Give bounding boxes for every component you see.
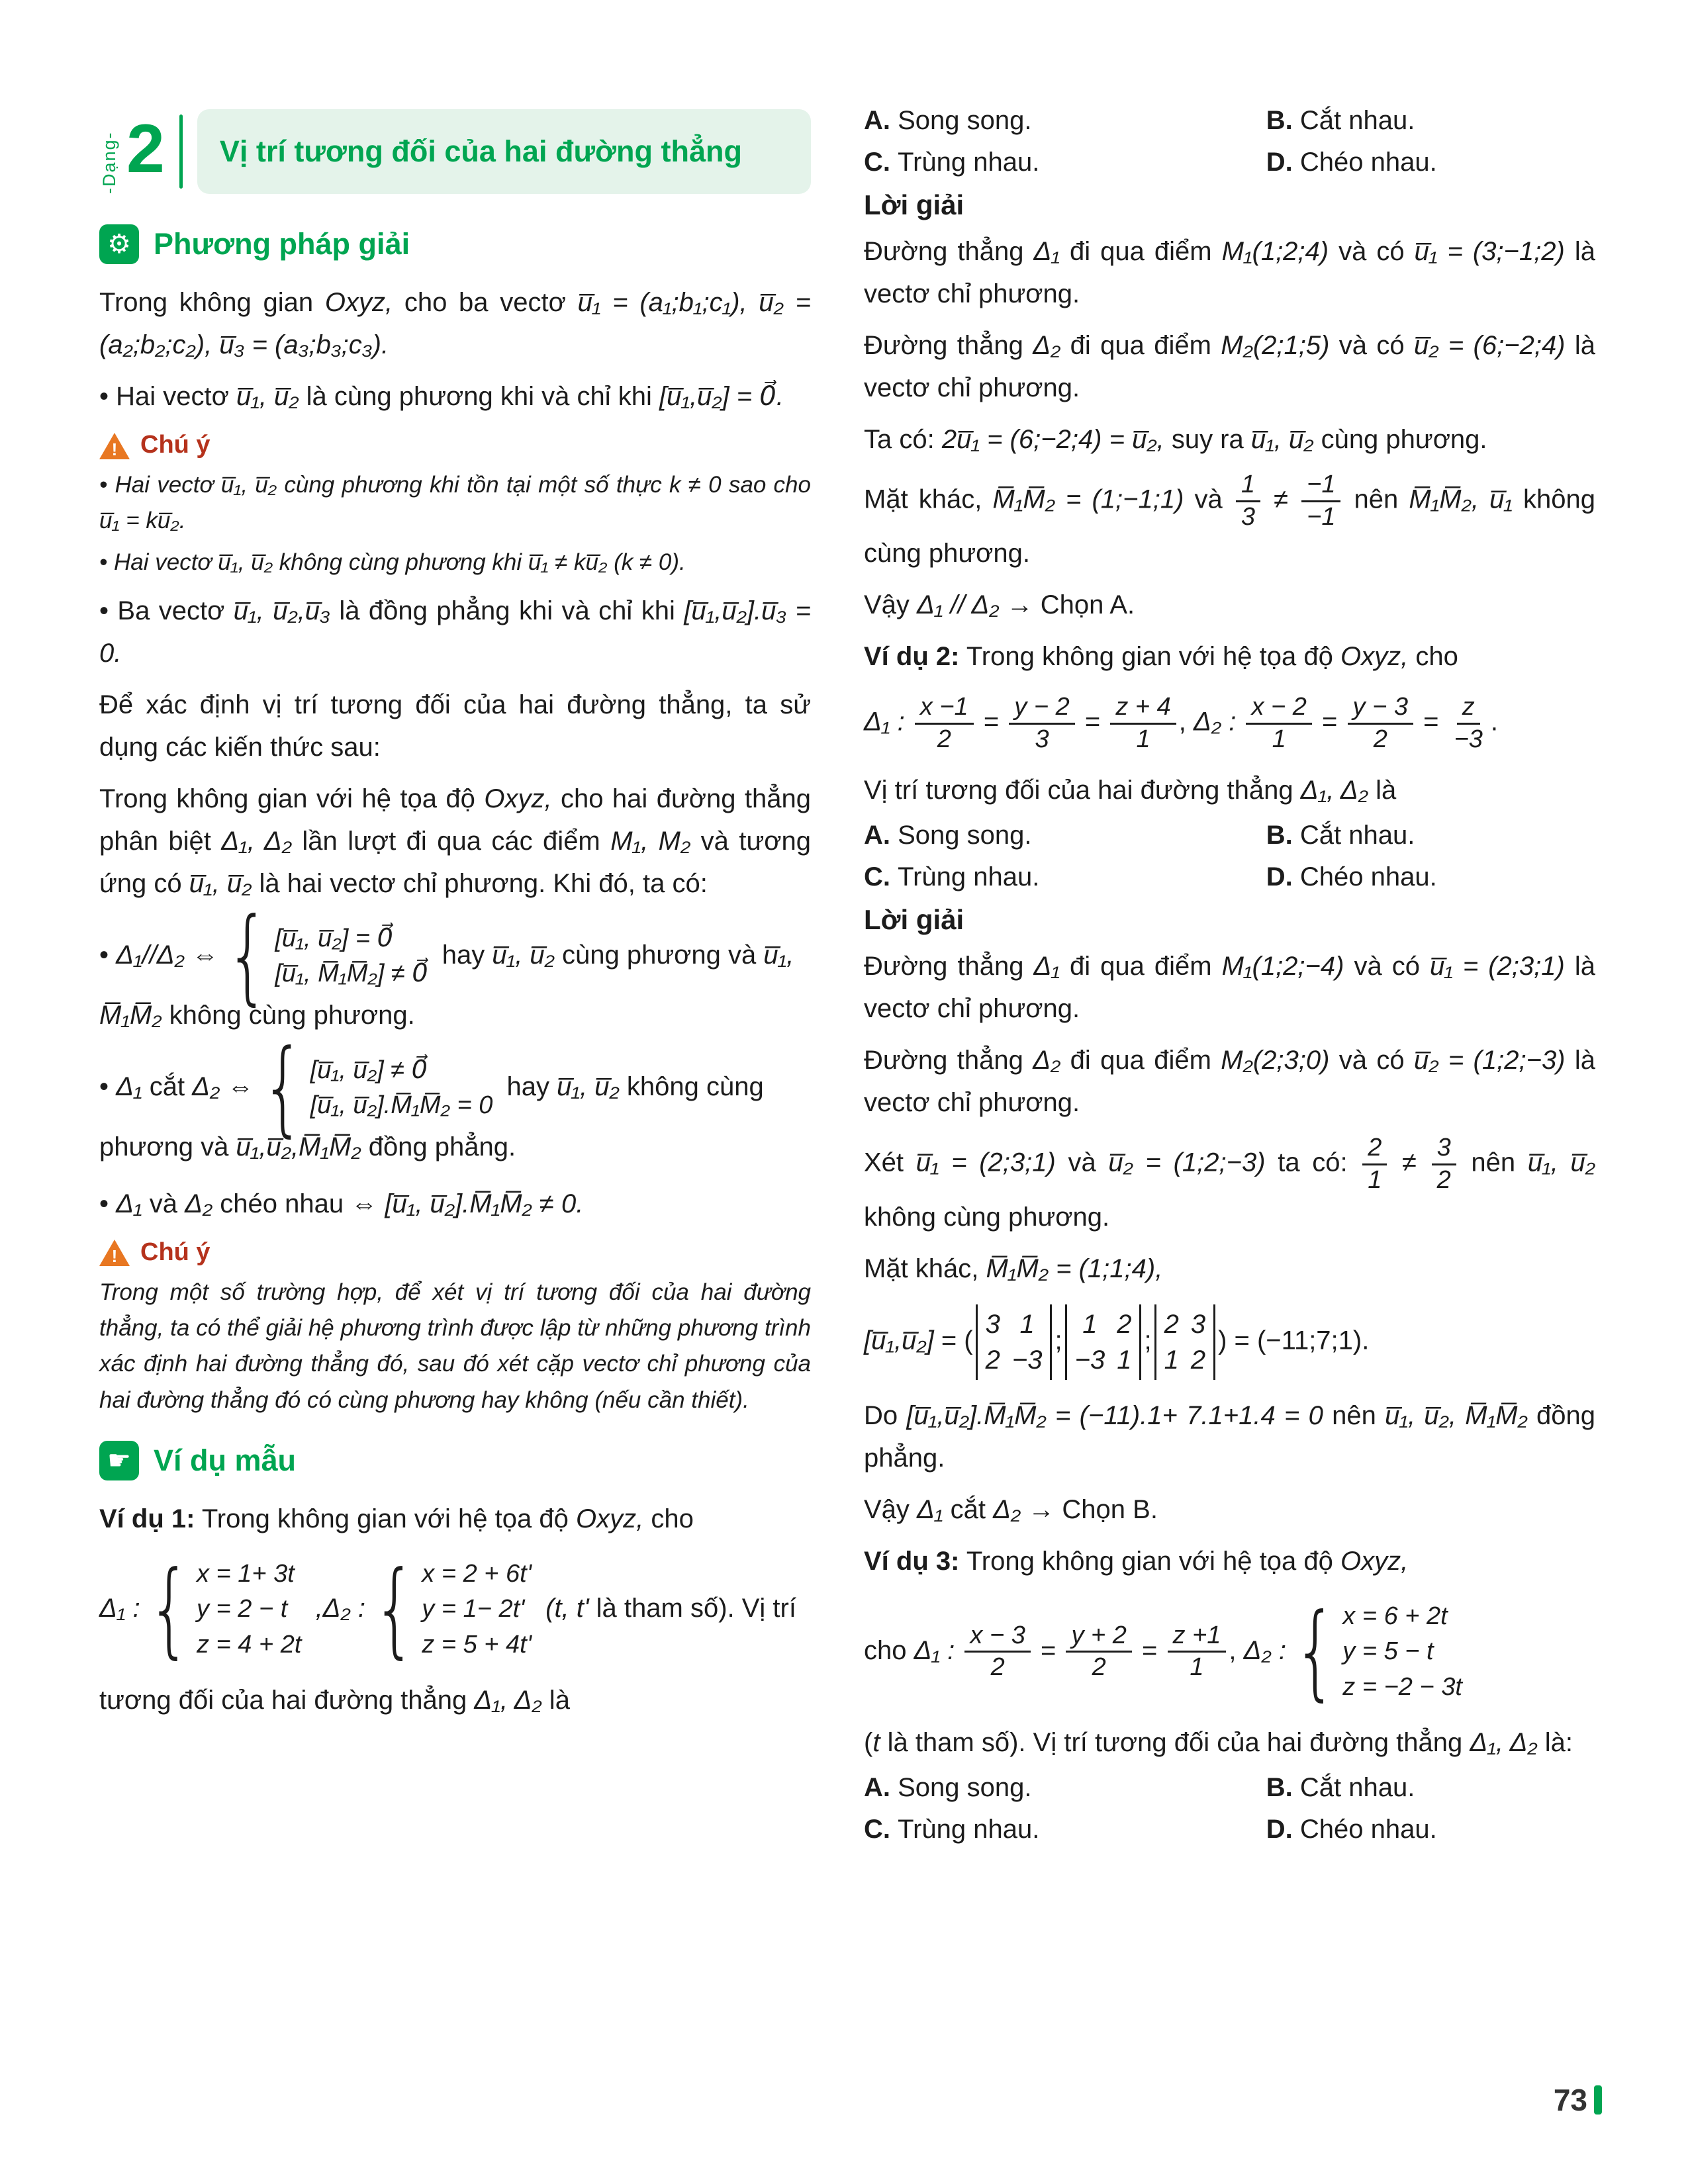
choice-C: C. Trùng nhau. xyxy=(864,148,1040,177)
paragraph: Ví dụ 2: Trong không gian với hệ tọa độ Oxyz, cho xyxy=(864,642,1458,672)
paragraph: • Hai vectơ u̅₁, u̅₂ là cùng phương khi và chỉ khi [u̅₁,u̅₂] = 0⃗. xyxy=(99,382,784,411)
paragraph: cho Δ₁ : $\frac{x - 3}{2}$ = $\frac{y + 2}{2}$ = $\frac{z +1}{1}$ , Δ₂ : { x = 6 + 2t y = 5 − t z = −2 − 3t xyxy=(864,1590,1462,1712)
paragraph: [u̅₁,u̅₂] = ( 3 1 2 −3 ; 1 2 −3 1 ; 2 3 1 2 ) = (−11;7;1). xyxy=(864,1304,1595,1380)
choice-B: B. Cắt nhau. xyxy=(1266,821,1415,850)
determinant: 1 2 −3 1 xyxy=(1065,1304,1142,1380)
section-badge xyxy=(99,109,811,194)
paragraph: Vị trí tương đối của hai đường thẳng Δ₁, Δ₂ là xyxy=(864,776,1397,805)
paragraph: Vậy Δ₁ cắt Δ₂ → Chọn B. xyxy=(864,1494,1158,1524)
paragraph: Đường thẳng Δ₂ đi qua điểm M₂(2;1;5) và có u̅₂ = (6;−2;4) là vectơ chỉ phương. xyxy=(864,331,1595,402)
choice-D: D. Chéo nhau. xyxy=(1266,862,1437,892)
paragraph: tương đối của hai đường thẳng Δ₁, Δ₂ là xyxy=(99,1686,570,1715)
equation-system: { x = 6 + 2t y = 5 − t z = −2 − 3t xyxy=(1293,1590,1462,1712)
note-heading-text: Chú ý xyxy=(140,1238,211,1266)
determinant: 2 3 1 2 xyxy=(1154,1304,1216,1380)
left-column xyxy=(99,109,811,1731)
page-number xyxy=(1554,2082,1602,2118)
left-content xyxy=(99,224,811,1721)
choice-D: D. Chéo nhau. xyxy=(1266,148,1437,177)
paragraph: • Δ₁ cắt Δ₂ ⇔ { [u̅₁, u̅₂] ≠ 0⃗ [u̅₁, u̅₂].M̅₁M̅₂ = 0 hay u̅₁, u̅₂ không cùng phương và u̅₁,u̅₂,M̅₁M̅₂ đồng phẳng. xyxy=(99,1026,764,1161)
badge-number: 2 xyxy=(126,111,165,187)
answer-choices xyxy=(864,106,1595,177)
paragraph: Trong một số trường hợp, để xét vị trí tương đối của hai đường thẳng, ta có thể giải hệ phương trình được lập từ những phương trình xác định hai đường thẳng đó, sau đó xét cặp vectơ chỉ phương của hai đường thẳng đó có cùng phương hay không (nếu cần thiết). xyxy=(99,1279,811,1413)
paragraph: • Hai vectơ u̅₁, u̅₂ không cùng phương khi u̅₁ ≠ ku̅₂ (k ≠ 0). xyxy=(99,549,686,575)
equation-system: { [u̅₁, u̅₂] = 0⃗ [u̅₁, M̅₁M̅₂] ≠ 0⃗ xyxy=(226,895,428,1017)
choice-A: A. Song song. xyxy=(864,106,1032,135)
choice-D: D. Chéo nhau. xyxy=(1266,1815,1437,1844)
gear-icon: ⚙ xyxy=(99,224,139,264)
warning-icon xyxy=(99,1238,130,1266)
fraction: $\frac{-1}{-1}$ xyxy=(1301,470,1340,532)
fraction: $\frac{y - 3}{2}$ xyxy=(1348,692,1413,754)
paragraph: • Hai vectơ u̅₁, u̅₂ cùng phương khi tồn tại một số thực k ≠ 0 sao cho u̅₁ = ku̅₂. xyxy=(99,472,811,534)
paragraph: • Ba vectơ u̅₁, u̅₂,u̅₃ là đồng phẳng khi và chỉ khi [u̅₁,u̅₂].u̅₃ = 0. xyxy=(99,596,812,668)
warning-icon xyxy=(99,432,130,459)
choice-B: B. Cắt nhau. xyxy=(1266,1773,1415,1803)
section-heading-text: Ví dụ mẫu xyxy=(154,1443,297,1477)
paragraph: • Δ₁ và Δ₂ chéo nhau ⇔ [u̅₁, u̅₂].M̅₁M̅₂ ≠ 0. xyxy=(99,1189,584,1218)
section-title-box xyxy=(197,109,811,194)
paragraph: Trong không gian Oxyz, cho ba vectơ u̅₁ = (a₁;b₁;c₁), u̅₂ = (a₂;b₂;c₂), u̅₃ = (a₃;b₃;c₃). xyxy=(99,288,811,359)
fraction: $\frac{x -1}{2}$ xyxy=(915,692,974,754)
paragraph: Mặt khác, M̅₁M̅₂ = (1;1;4), xyxy=(864,1253,1163,1283)
section-heading xyxy=(99,224,811,264)
paragraph: Ta có: 2u̅₁ = (6;−2;4) = u̅₂, suy ra u̅₁, u̅₂ cùng phương. xyxy=(864,425,1487,454)
paragraph: Δ₁ : $\frac{x -1}{2}$ = $\frac{y - 2}{3}$ = $\frac{z + 4}{1}$ , Δ₂ : $\frac{x - 2}{1}$ = $\frac{y - 3}{2}$ = $\frac{z}{-3}$ . xyxy=(864,692,1595,754)
pointing-hand-icon: ☛ xyxy=(99,1441,139,1480)
fraction: $\frac{y + 2}{2}$ xyxy=(1066,1621,1131,1683)
solution-heading: Lời giải xyxy=(864,189,964,220)
fraction: $\frac{y - 2}{3}$ xyxy=(1009,692,1074,754)
note-heading xyxy=(99,1238,811,1267)
section-heading-text: Phương pháp giải xyxy=(154,227,410,261)
answer-choices xyxy=(864,1773,1595,1844)
fraction: $\frac{z}{-3}$ xyxy=(1454,693,1483,753)
paragraph: Trong không gian với hệ tọa độ Oxyz, cho hai đường thẳng phân biệt Δ₁, Δ₂ lần lượt đi qua các điểm M₁, M₂ và tương ứng có u̅₁, u̅₂ là hai vectơ chỉ phương. Khi đó, ta có: xyxy=(99,784,811,898)
paragraph: Vậy Δ₁ // Δ₂ → Chọn A. xyxy=(864,590,1135,620)
choice-C: C. Trùng nhau. xyxy=(864,862,1040,892)
right-column xyxy=(864,99,1595,1856)
paragraph: Do [u̅₁,u̅₂].M̅₁M̅₂ = (−11).1+ 7.1+1.4 = 0 nên u̅₁, u̅₂, M̅₁M̅₂ đồng phẳng. xyxy=(864,1400,1596,1473)
paragraph: • Δ₁//Δ₂ ⇔ { [u̅₁, u̅₂] = 0⃗ [u̅₁, M̅₁M̅₂] ≠ 0⃗ hay u̅₁, u̅₂ cùng phương và u̅₁, M̅₁M̅₂ không cùng phương. xyxy=(99,895,794,1030)
paragraph: Đường thẳng Δ₁ đi qua điểm M₁(1;2;−4) và có u̅₁ = (2;3;1) là vectơ chỉ phương. xyxy=(864,952,1595,1024)
choice-B: B. Cắt nhau. xyxy=(1266,106,1415,135)
paragraph: Đường thẳng Δ₂ đi qua điểm M₂(2;3;0) và có u̅₂ = (1;2;−3) là vectơ chỉ phương. xyxy=(864,1046,1595,1118)
equation-system: { x = 1+ 3t y = 2 − t z = 4 + 2t xyxy=(147,1548,302,1670)
fraction: $\frac{x - 2}{1}$ xyxy=(1246,692,1311,754)
note-heading-text: Chú ý xyxy=(140,431,211,459)
paragraph: Để xác định vị trí tương đối của hai đường thẳng, ta sử dụng các kiến thức sau: xyxy=(99,690,811,762)
paragraph: Ví dụ 3: Trong không gian với hệ tọa độ Oxyz, xyxy=(864,1546,1409,1576)
section-heading xyxy=(99,1441,811,1480)
paragraph: Xét u̅₁ = (2;3;1) và u̅₂ = (1;2;−3) ta có: $\frac{2}{1}$ ≠ $\frac{3}{2}$ nên u̅₁, u̅₂ không cùng phương. xyxy=(864,1134,1595,1232)
page-number-bar xyxy=(1594,2085,1602,2115)
paragraph: Ví dụ 1: Trong không gian với hệ tọa độ Oxyz, cho xyxy=(99,1504,694,1533)
fraction: $\frac{z + 4}{1}$ xyxy=(1110,692,1176,754)
choice-A: A. Song song. xyxy=(864,1773,1032,1803)
paragraph: (t là tham số). Vị trí tương đối của hai đường thẳng Δ₁, Δ₂ là: xyxy=(864,1728,1573,1758)
solution-heading: Lời giải xyxy=(864,904,964,936)
determinant: 3 1 2 −3 xyxy=(976,1304,1053,1380)
paragraph: Δ₁ : { x = 1+ 3t y = 2 − t z = 4 + 2t ,Δ₂ : { x = 2 + 6t' y = 1− 2t' z = 5 + 4t' (t, t' là tham số). Vị trí xyxy=(99,1548,796,1670)
equation-system: { [u̅₁, u̅₂] ≠ 0⃗ [u̅₁, u̅₂].M̅₁M̅₂ = 0 xyxy=(261,1026,493,1148)
fraction: $\frac{2}{1}$ xyxy=(1362,1133,1387,1195)
paragraph: Đường thẳng Δ₁ đi qua điểm M₁(1;2;4) và có u̅₁ = (3;−1;2) là vectơ chỉ phương. xyxy=(864,237,1595,308)
fraction: $\frac{x - 3}{2}$ xyxy=(964,1621,1030,1683)
badge-vertical-label: -Dạng- xyxy=(99,131,119,194)
right-content xyxy=(864,106,1595,1844)
answer-choices xyxy=(864,821,1595,892)
fraction: $\frac{1}{3}$ xyxy=(1236,470,1260,532)
page-number-text: 73 xyxy=(1553,2083,1587,2117)
badge-divider xyxy=(179,114,183,189)
choice-A: A. Song song. xyxy=(864,821,1032,850)
fraction: $\frac{3}{2}$ xyxy=(1432,1133,1456,1195)
fraction: $\frac{z +1}{1}$ xyxy=(1168,1621,1227,1683)
note-heading xyxy=(99,431,811,459)
equation-system: { x = 2 + 6t' y = 1− 2t' z = 5 + 4t' xyxy=(373,1548,532,1670)
choice-C: C. Trùng nhau. xyxy=(864,1815,1040,1844)
section-title-text: Vị trí tương đối của hai đường thẳng xyxy=(219,134,742,168)
paragraph: Mặt khác, M̅₁M̅₂ = (1;−1;1) và $\frac{1}{3}$ ≠ $\frac{-1}{-1}$ nên M̅₁M̅₂, u̅₁ không cùng phương. xyxy=(864,471,1596,569)
